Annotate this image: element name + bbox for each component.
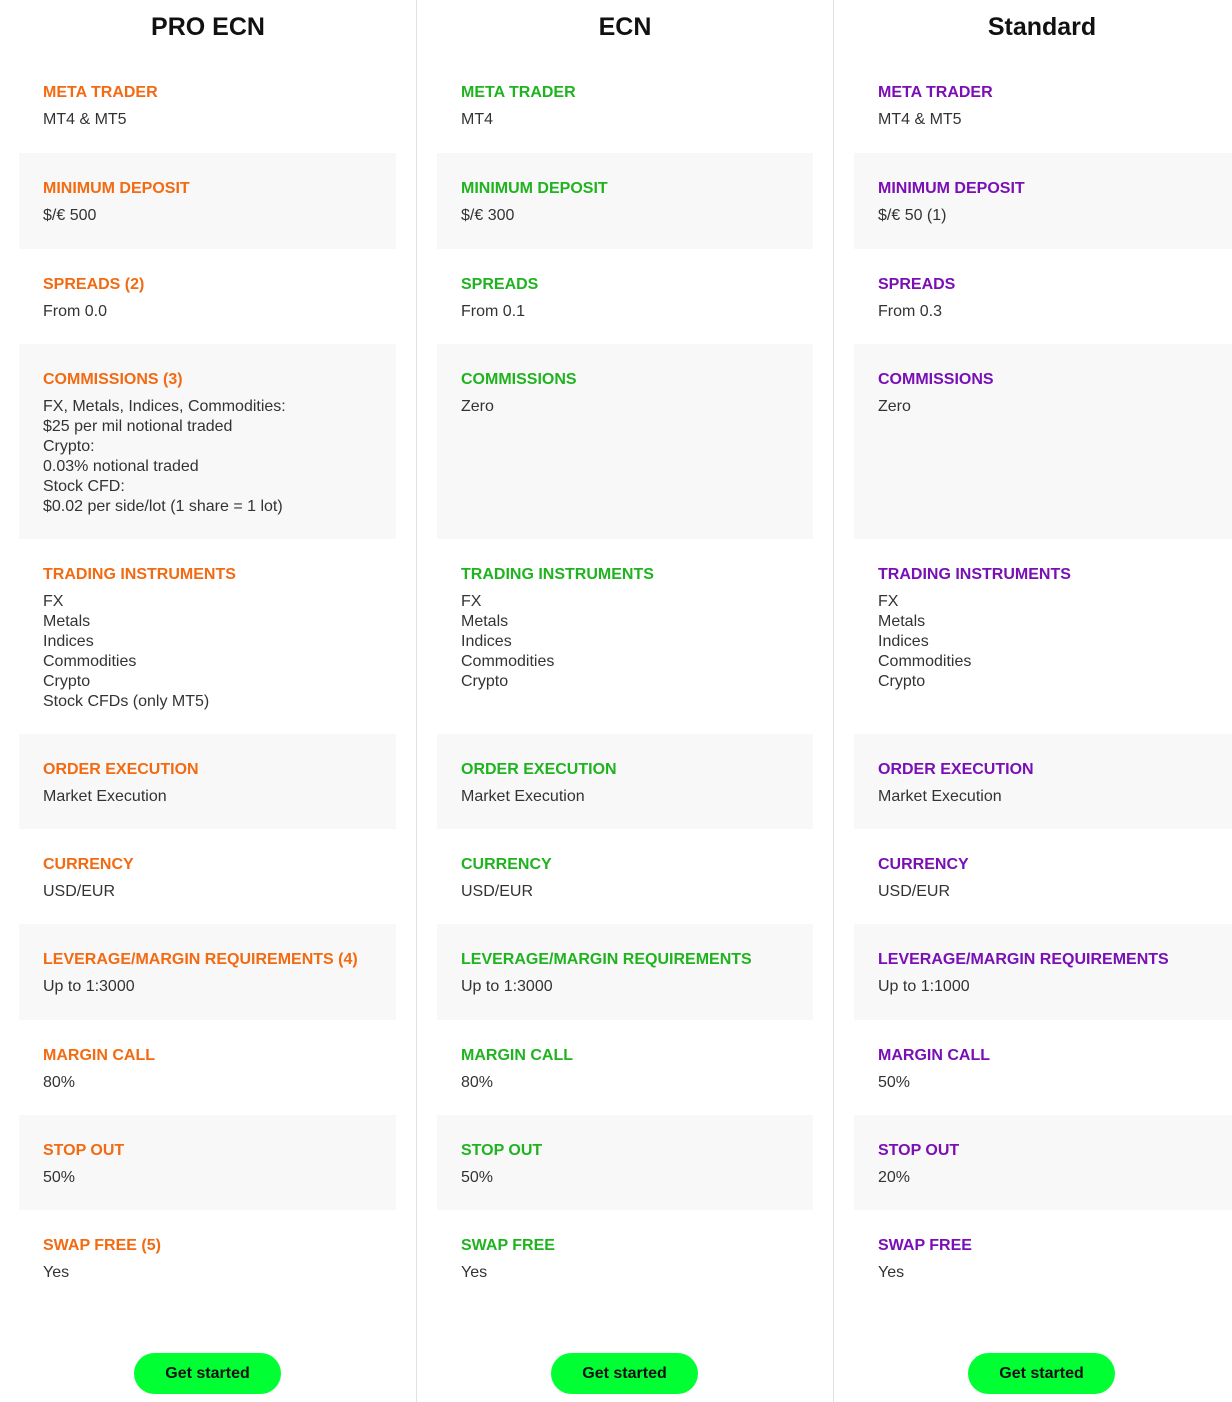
row-value bbox=[461, 787, 813, 807]
row-value bbox=[878, 1263, 1232, 1283]
row-value bbox=[878, 882, 1232, 902]
row-swap-free bbox=[437, 1210, 813, 1305]
row-minimum-deposit bbox=[19, 153, 396, 249]
row-label: STOP OUT bbox=[43, 1142, 125, 1159]
row-order-execution bbox=[854, 734, 1232, 829]
row-value bbox=[461, 206, 813, 226]
row-swap-free bbox=[854, 1210, 1232, 1305]
row-value bbox=[878, 787, 1232, 807]
value-line: 80% bbox=[43, 1074, 76, 1091]
row-label: LEVERAGE/MARGIN REQUIREMENTS bbox=[878, 951, 1169, 968]
row-value bbox=[43, 882, 396, 902]
row-label: MARGIN CALL bbox=[461, 1047, 573, 1064]
row-value bbox=[43, 592, 396, 712]
value-line: USD/EUR bbox=[43, 883, 116, 900]
row-label: CURRENCY bbox=[878, 856, 969, 873]
get-started-button[interactable]: Get started bbox=[551, 1353, 698, 1394]
row-value bbox=[43, 1263, 396, 1283]
row-commissions bbox=[19, 344, 396, 539]
row-value bbox=[878, 206, 1232, 226]
row-order-execution bbox=[19, 734, 396, 829]
value-line: 0.03% notional traded bbox=[43, 458, 199, 475]
row-label: MARGIN CALL bbox=[878, 1047, 990, 1064]
value-line: FX bbox=[878, 593, 899, 610]
value-line: From 0.1 bbox=[461, 303, 526, 320]
value-line: From 0.3 bbox=[878, 303, 943, 320]
row-label: MARGIN CALL bbox=[43, 1047, 155, 1064]
value-line: From 0.0 bbox=[43, 303, 108, 320]
value-line: Yes bbox=[461, 1264, 488, 1281]
row-label: COMMISSIONS (3) bbox=[43, 371, 183, 388]
row-label: COMMISSIONS bbox=[878, 371, 994, 388]
row-value bbox=[878, 397, 1232, 417]
row-value bbox=[461, 302, 813, 322]
value-line: 50% bbox=[43, 1169, 76, 1186]
value-line: Yes bbox=[878, 1264, 905, 1281]
row-swap-free bbox=[19, 1210, 396, 1305]
value-line: Zero bbox=[878, 398, 911, 415]
value-line: Metals bbox=[878, 613, 926, 630]
value-line: FX bbox=[461, 593, 482, 610]
value-line: Stock CFDs (only MT5) bbox=[43, 693, 210, 710]
row-value bbox=[43, 206, 396, 226]
row-minimum-deposit bbox=[437, 153, 813, 249]
value-line: 50% bbox=[461, 1169, 494, 1186]
row-label: LEVERAGE/MARGIN REQUIREMENTS bbox=[461, 951, 752, 968]
row-label: ORDER EXECUTION bbox=[878, 761, 1034, 778]
row-meta-trader bbox=[19, 57, 396, 153]
value-line: $0.02 per side/lot (1 share = 1 lot) bbox=[43, 498, 283, 515]
value-line: USD/EUR bbox=[878, 883, 951, 900]
row-label: TRADING INSTRUMENTS bbox=[461, 566, 654, 583]
value-line: Crypto bbox=[878, 673, 926, 690]
get-started-button[interactable]: Get started bbox=[968, 1353, 1115, 1394]
row-value bbox=[461, 1263, 813, 1283]
value-line: $25 per mil notional traded bbox=[43, 418, 233, 435]
value-line: Indices bbox=[43, 633, 94, 650]
plan-column-ecn bbox=[417, 0, 833, 1402]
row-label: SWAP FREE (5) bbox=[43, 1237, 161, 1254]
row-meta-trader bbox=[437, 57, 813, 153]
value-line: Crypto bbox=[43, 673, 91, 690]
row-value bbox=[878, 110, 1232, 130]
row-value bbox=[878, 302, 1232, 322]
row-leverage bbox=[854, 924, 1232, 1020]
value-line: Commodities bbox=[461, 653, 555, 670]
row-leverage bbox=[437, 924, 813, 1020]
row-label: CURRENCY bbox=[43, 856, 134, 873]
row-spreads bbox=[437, 249, 813, 344]
plan-column-pro-ecn bbox=[0, 0, 416, 1402]
value-line: Market Execution bbox=[878, 788, 1002, 805]
value-line: $/€ 300 bbox=[461, 207, 515, 224]
value-line: Commodities bbox=[43, 653, 137, 670]
row-value bbox=[43, 1168, 396, 1188]
row-value bbox=[43, 787, 396, 807]
value-line: Zero bbox=[461, 398, 494, 415]
value-line: Stock CFD: bbox=[43, 478, 125, 495]
row-minimum-deposit bbox=[854, 153, 1232, 249]
row-label: TRADING INSTRUMENTS bbox=[43, 566, 236, 583]
plan-title: Standard bbox=[987, 13, 1097, 41]
row-value bbox=[878, 1168, 1232, 1188]
row-label: MINIMUM DEPOSIT bbox=[461, 180, 608, 197]
row-label: SPREADS bbox=[461, 276, 539, 293]
value-line: Up to 1:1000 bbox=[878, 978, 970, 995]
row-label: STOP OUT bbox=[461, 1142, 543, 1159]
row-label: COMMISSIONS bbox=[461, 371, 577, 388]
value-line: $/€ 500 bbox=[43, 207, 97, 224]
row-label: ORDER EXECUTION bbox=[461, 761, 617, 778]
value-line: Up to 1:3000 bbox=[43, 978, 135, 995]
row-stop-out bbox=[19, 1115, 396, 1210]
row-label: SWAP FREE bbox=[878, 1237, 972, 1254]
value-line: MT4 & MT5 bbox=[43, 111, 127, 128]
value-line: FX bbox=[43, 593, 64, 610]
value-line: Metals bbox=[461, 613, 509, 630]
row-value bbox=[461, 397, 813, 417]
row-leverage bbox=[19, 924, 396, 1020]
row-currency bbox=[854, 829, 1232, 924]
get-started-button[interactable]: Get started bbox=[134, 1353, 281, 1394]
row-value bbox=[461, 882, 813, 902]
row-stop-out bbox=[854, 1115, 1232, 1210]
row-label: CURRENCY bbox=[461, 856, 552, 873]
row-margin-call bbox=[854, 1020, 1232, 1115]
row-trading-instruments bbox=[854, 539, 1232, 734]
row-margin-call bbox=[19, 1020, 396, 1115]
value-line: MT4 bbox=[461, 111, 493, 128]
row-value bbox=[461, 1073, 813, 1093]
row-commissions bbox=[437, 344, 813, 539]
row-value bbox=[43, 1073, 396, 1093]
row-stop-out bbox=[437, 1115, 813, 1210]
row-label: SWAP FREE bbox=[461, 1237, 555, 1254]
row-label: MINIMUM DEPOSIT bbox=[43, 180, 190, 197]
value-line: Commodities bbox=[878, 653, 972, 670]
row-label: META TRADER bbox=[878, 84, 993, 101]
value-line: 50% bbox=[878, 1074, 911, 1091]
row-label: STOP OUT bbox=[878, 1142, 960, 1159]
row-trading-instruments bbox=[437, 539, 813, 734]
row-value bbox=[878, 592, 1232, 692]
value-line: Crypto bbox=[461, 673, 509, 690]
row-value bbox=[43, 302, 396, 322]
value-line: Indices bbox=[461, 633, 512, 650]
value-line: Market Execution bbox=[43, 788, 167, 805]
row-value bbox=[461, 977, 813, 997]
row-spreads bbox=[19, 249, 396, 344]
row-label: SPREADS (2) bbox=[43, 276, 145, 293]
value-line: USD/EUR bbox=[461, 883, 534, 900]
row-commissions bbox=[854, 344, 1232, 539]
value-line: $/€ 50 (1) bbox=[878, 207, 947, 224]
row-value bbox=[461, 592, 813, 692]
row-label: LEVERAGE/MARGIN REQUIREMENTS (4) bbox=[43, 951, 358, 968]
plan-column-standard bbox=[834, 0, 1232, 1402]
row-label: TRADING INSTRUMENTS bbox=[878, 566, 1071, 583]
value-line: Crypto: bbox=[43, 438, 95, 455]
row-value bbox=[43, 110, 396, 130]
row-value bbox=[461, 1168, 813, 1188]
row-currency bbox=[437, 829, 813, 924]
row-label: META TRADER bbox=[461, 84, 576, 101]
value-line: Indices bbox=[878, 633, 929, 650]
row-spreads bbox=[854, 249, 1232, 344]
value-line: FX, Metals, Indices, Commodities: bbox=[43, 398, 286, 415]
value-line: Yes bbox=[43, 1264, 70, 1281]
row-label: SPREADS bbox=[878, 276, 956, 293]
value-line: Market Execution bbox=[461, 788, 585, 805]
row-value bbox=[43, 977, 396, 997]
row-margin-call bbox=[437, 1020, 813, 1115]
row-currency bbox=[19, 829, 396, 924]
row-value bbox=[878, 1073, 1232, 1093]
plan-title: ECN bbox=[598, 13, 652, 41]
plan-title: PRO ECN bbox=[151, 13, 265, 41]
row-value bbox=[878, 977, 1232, 997]
row-meta-trader bbox=[854, 57, 1232, 153]
row-value bbox=[461, 110, 813, 130]
row-order-execution bbox=[437, 734, 813, 829]
row-value bbox=[43, 397, 396, 517]
row-label: ORDER EXECUTION bbox=[43, 761, 199, 778]
row-label: META TRADER bbox=[43, 84, 158, 101]
value-line: Up to 1:3000 bbox=[461, 978, 553, 995]
value-line: 80% bbox=[461, 1074, 494, 1091]
row-trading-instruments bbox=[19, 539, 396, 734]
value-line: Metals bbox=[43, 613, 91, 630]
value-line: MT4 & MT5 bbox=[878, 111, 962, 128]
row-label: MINIMUM DEPOSIT bbox=[878, 180, 1025, 197]
value-line: 20% bbox=[878, 1169, 911, 1186]
